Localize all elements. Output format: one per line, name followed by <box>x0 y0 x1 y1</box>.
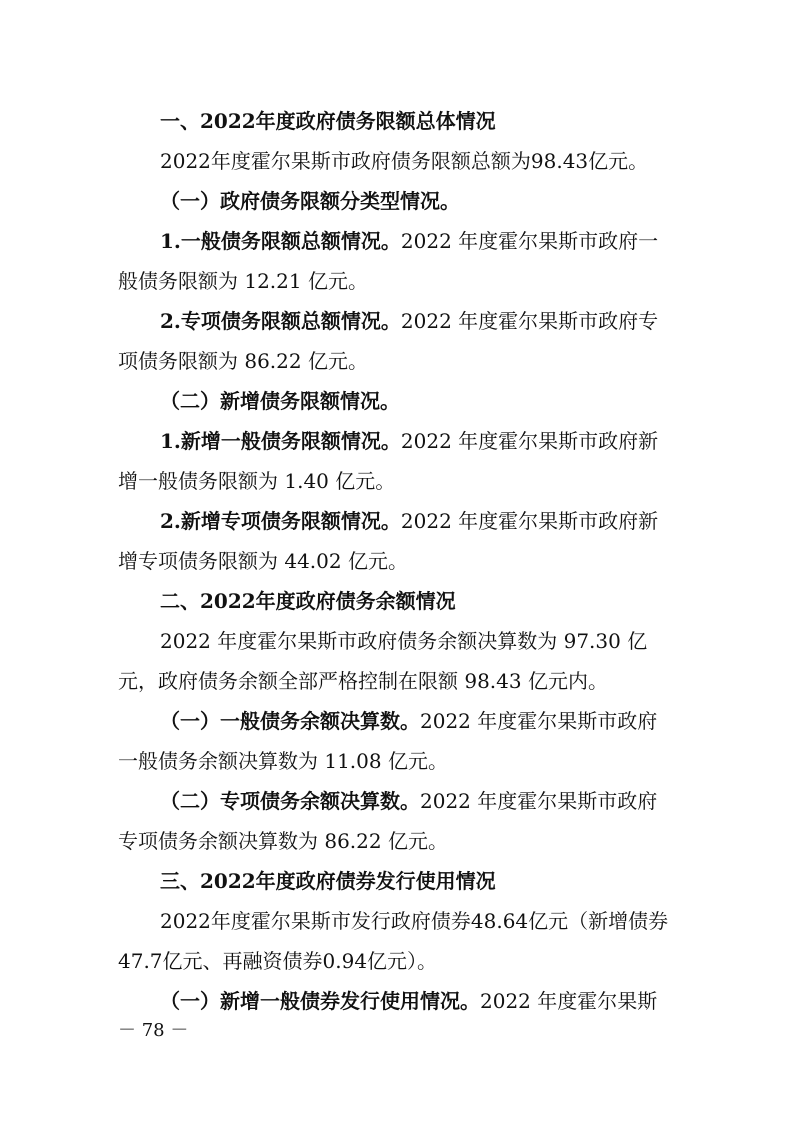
section1-item4-text1: 2022 年度霍尔果斯市政府新 <box>400 509 659 533</box>
section1-item3-text1: 2022 年度霍尔果斯市政府新 <box>400 429 659 453</box>
section1-item1-bold: 1.一般债务限额总额情况。 <box>160 229 401 253</box>
section1-item1-line1 <box>118 222 674 260</box>
section2-heading: 二、2022年度政府债务余额情况 <box>160 589 456 613</box>
section1-item1-text1: 2022 年度霍尔果斯市政府一 <box>400 229 659 253</box>
section1-item2-bold: 2.专项债务限额总额情况。 <box>160 309 401 333</box>
section1-sub1-heading: （一）政府债务限额分类型情况。 <box>160 189 460 213</box>
section2-item2-line1 <box>118 782 674 820</box>
section1-item2-line2: 项债务限额为 86.22 亿元。 <box>118 349 368 373</box>
document-page <box>118 102 674 1022</box>
section1-item3-bold: 1.新增一般债务限额情况。 <box>160 429 401 453</box>
section1-para: 2022年度霍尔果斯市政府债务限额总额为98.43亿元。 <box>160 149 649 173</box>
page-number: － 78 － <box>118 1020 189 1041</box>
section3-item1-line1 <box>118 982 674 1020</box>
section1-item2-line1 <box>118 302 674 340</box>
section2-item2-text1: 2022 年度霍尔果斯市政府 <box>420 789 658 813</box>
section2-item1-line2: 一般债务余额决算数为 11.08 亿元。 <box>118 749 448 773</box>
section2-para-line1: 2022 年度霍尔果斯市政府债务余额决算数为 97.30 亿 <box>160 629 648 653</box>
section2-item1-text1: 2022 年度霍尔果斯市政府 <box>420 709 658 733</box>
section3-item1-text1: 2022 年度霍尔果斯 <box>480 989 658 1013</box>
section3-para-line2: 47.7亿元、再融资债券0.94亿元）。 <box>118 949 438 973</box>
section2-para-line2: 元，政府债务余额全部严格控制在限额 98.43 亿元内。 <box>118 669 608 693</box>
section1-item4-line1 <box>118 502 674 540</box>
section1-item3-line2: 增一般债务限额为 1.40 亿元。 <box>118 469 396 493</box>
section1-heading: 一、2022年度政府债务限额总体情况 <box>160 109 496 133</box>
section2-item1-line1 <box>118 702 674 740</box>
section3-heading: 三、2022年度政府债券发行使用情况 <box>160 869 496 893</box>
section1-item2-text1: 2022 年度霍尔果斯市政府专 <box>400 309 659 333</box>
section2-item1-bold: （一）一般债务余额决算数。 <box>160 709 420 733</box>
section1-item3-line1 <box>118 422 674 460</box>
section1-item4-line2: 增专项债务限额为 44.02 亿元。 <box>118 549 408 573</box>
section2-item2-line2: 专项债务余额决算数为 86.22 亿元。 <box>118 829 448 853</box>
section1-item1-line2: 般债务限额为 12.21 亿元。 <box>118 269 368 293</box>
section3-item1-bold: （一）新增一般债券发行使用情况。 <box>160 989 480 1013</box>
section3-para-line1: 2022年度霍尔果斯市发行政府债券48.64亿元（新增债券 <box>160 909 669 933</box>
section1-item4-bold: 2.新增专项债务限额情况。 <box>160 509 401 533</box>
section2-item2-bold: （二）专项债务余额决算数。 <box>160 789 420 813</box>
section1-sub2-heading: （二）新增债务限额情况。 <box>160 389 400 413</box>
